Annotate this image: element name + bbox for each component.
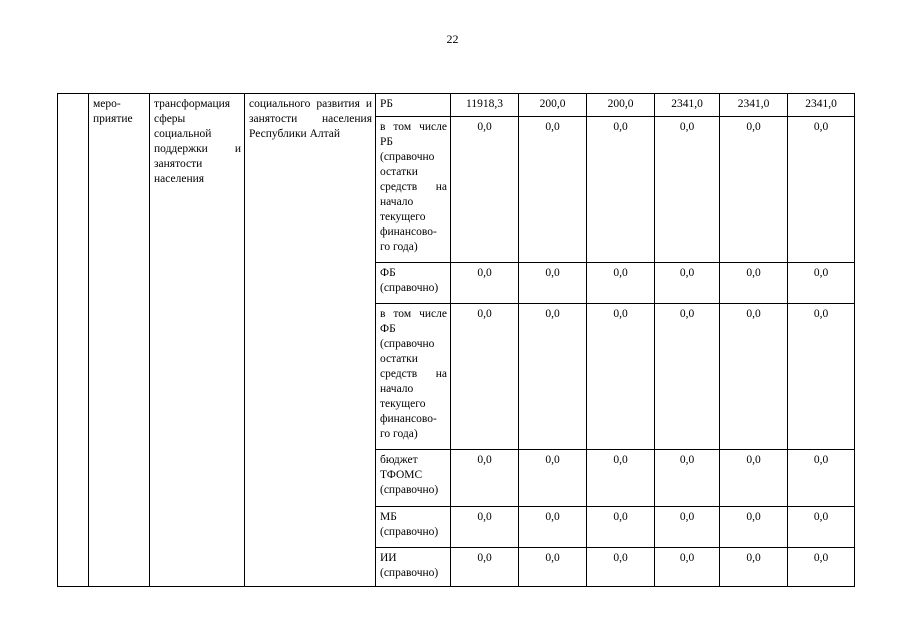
amount-cell: 0,0 (720, 450, 788, 507)
amount-cell: 2341,0 (720, 94, 788, 117)
funding-source-cell (376, 548, 451, 587)
amount-cell: 0,0 (519, 548, 587, 587)
amount-cell: 0,0 (655, 117, 720, 263)
amount-cell: 0,0 (655, 304, 720, 450)
event-label-cell (89, 94, 150, 587)
funding-source: МБ (справочно) (380, 511, 439, 538)
amount-cell: 0,0 (788, 548, 855, 587)
funding-source: в том числе РБ (справочно остатки средств на начало текущего финансово- го года) (380, 121, 447, 253)
amount-cell: 2341,0 (788, 94, 855, 117)
amount-cell: 11918,3 (451, 94, 519, 117)
amount-cell: 0,0 (519, 507, 587, 548)
funding-source-cell (376, 507, 451, 548)
funding-source: ИИ (справочно) (380, 552, 439, 579)
amount-cell: 0,0 (587, 450, 655, 507)
amount-cell: 0,0 (788, 304, 855, 450)
amount-cell: 0,0 (655, 548, 720, 587)
budget-table (57, 93, 855, 587)
funding-source: бюджет ТФОМС (справочно) (380, 454, 439, 496)
amount-cell: 0,0 (519, 450, 587, 507)
amount-cell: 0,0 (655, 507, 720, 548)
amount-cell: 200,0 (519, 94, 587, 117)
funding-source-cell (376, 263, 451, 304)
amount-cell: 0,0 (451, 304, 519, 450)
amount-cell: 0,0 (519, 117, 587, 263)
page-number: 22 (446, 32, 459, 46)
funding-source-cell (376, 94, 451, 117)
amount-cell: 0,0 (451, 117, 519, 263)
amount-cell: 200,0 (587, 94, 655, 117)
funding-source: ФБ (справочно) (380, 267, 439, 294)
funding-source: в том числе ФБ (справочно остатки средств на начало текущего финансово- го года) (380, 308, 447, 440)
executor-cell (245, 94, 376, 587)
amount-cell: 0,0 (720, 304, 788, 450)
amount-cell: 0,0 (587, 304, 655, 450)
amount-cell: 0,0 (720, 548, 788, 587)
amount-cell: 0,0 (451, 507, 519, 548)
amount-cell: 0,0 (788, 117, 855, 263)
funding-source-cell (376, 117, 451, 263)
amount-cell: 0,0 (587, 117, 655, 263)
amount-cell: 0,0 (519, 263, 587, 304)
funding-source: РБ (380, 98, 393, 110)
amount-cell: 0,0 (720, 117, 788, 263)
event-label: меро- приятие (93, 98, 133, 125)
executor: социального развития и занятости населения Республики Алтай (249, 98, 372, 140)
amount-cell: 0,0 (788, 263, 855, 304)
event-name-cell (150, 94, 245, 587)
amount-cell: 0,0 (519, 304, 587, 450)
amount-cell: 0,0 (788, 507, 855, 548)
amount-cell: 0,0 (451, 263, 519, 304)
amount-cell: 0,0 (720, 507, 788, 548)
amount-cell: 0,0 (587, 548, 655, 587)
amount-cell: 0,0 (587, 263, 655, 304)
amount-cell: 0,0 (451, 450, 519, 507)
funding-source-cell (376, 450, 451, 507)
amount-cell: 0,0 (720, 263, 788, 304)
amount-cell: 0,0 (655, 450, 720, 507)
amount-cell: 0,0 (451, 548, 519, 587)
event-name: трансформация сферы социальной поддержки и занятости населения (154, 98, 241, 185)
amount-cell: 0,0 (587, 507, 655, 548)
amount-cell: 2341,0 (655, 94, 720, 117)
amount-cell: 0,0 (655, 263, 720, 304)
amount-cell: 0,0 (788, 450, 855, 507)
row-number-cell (58, 94, 89, 587)
table-row (58, 94, 855, 117)
funding-source-cell (376, 304, 451, 450)
